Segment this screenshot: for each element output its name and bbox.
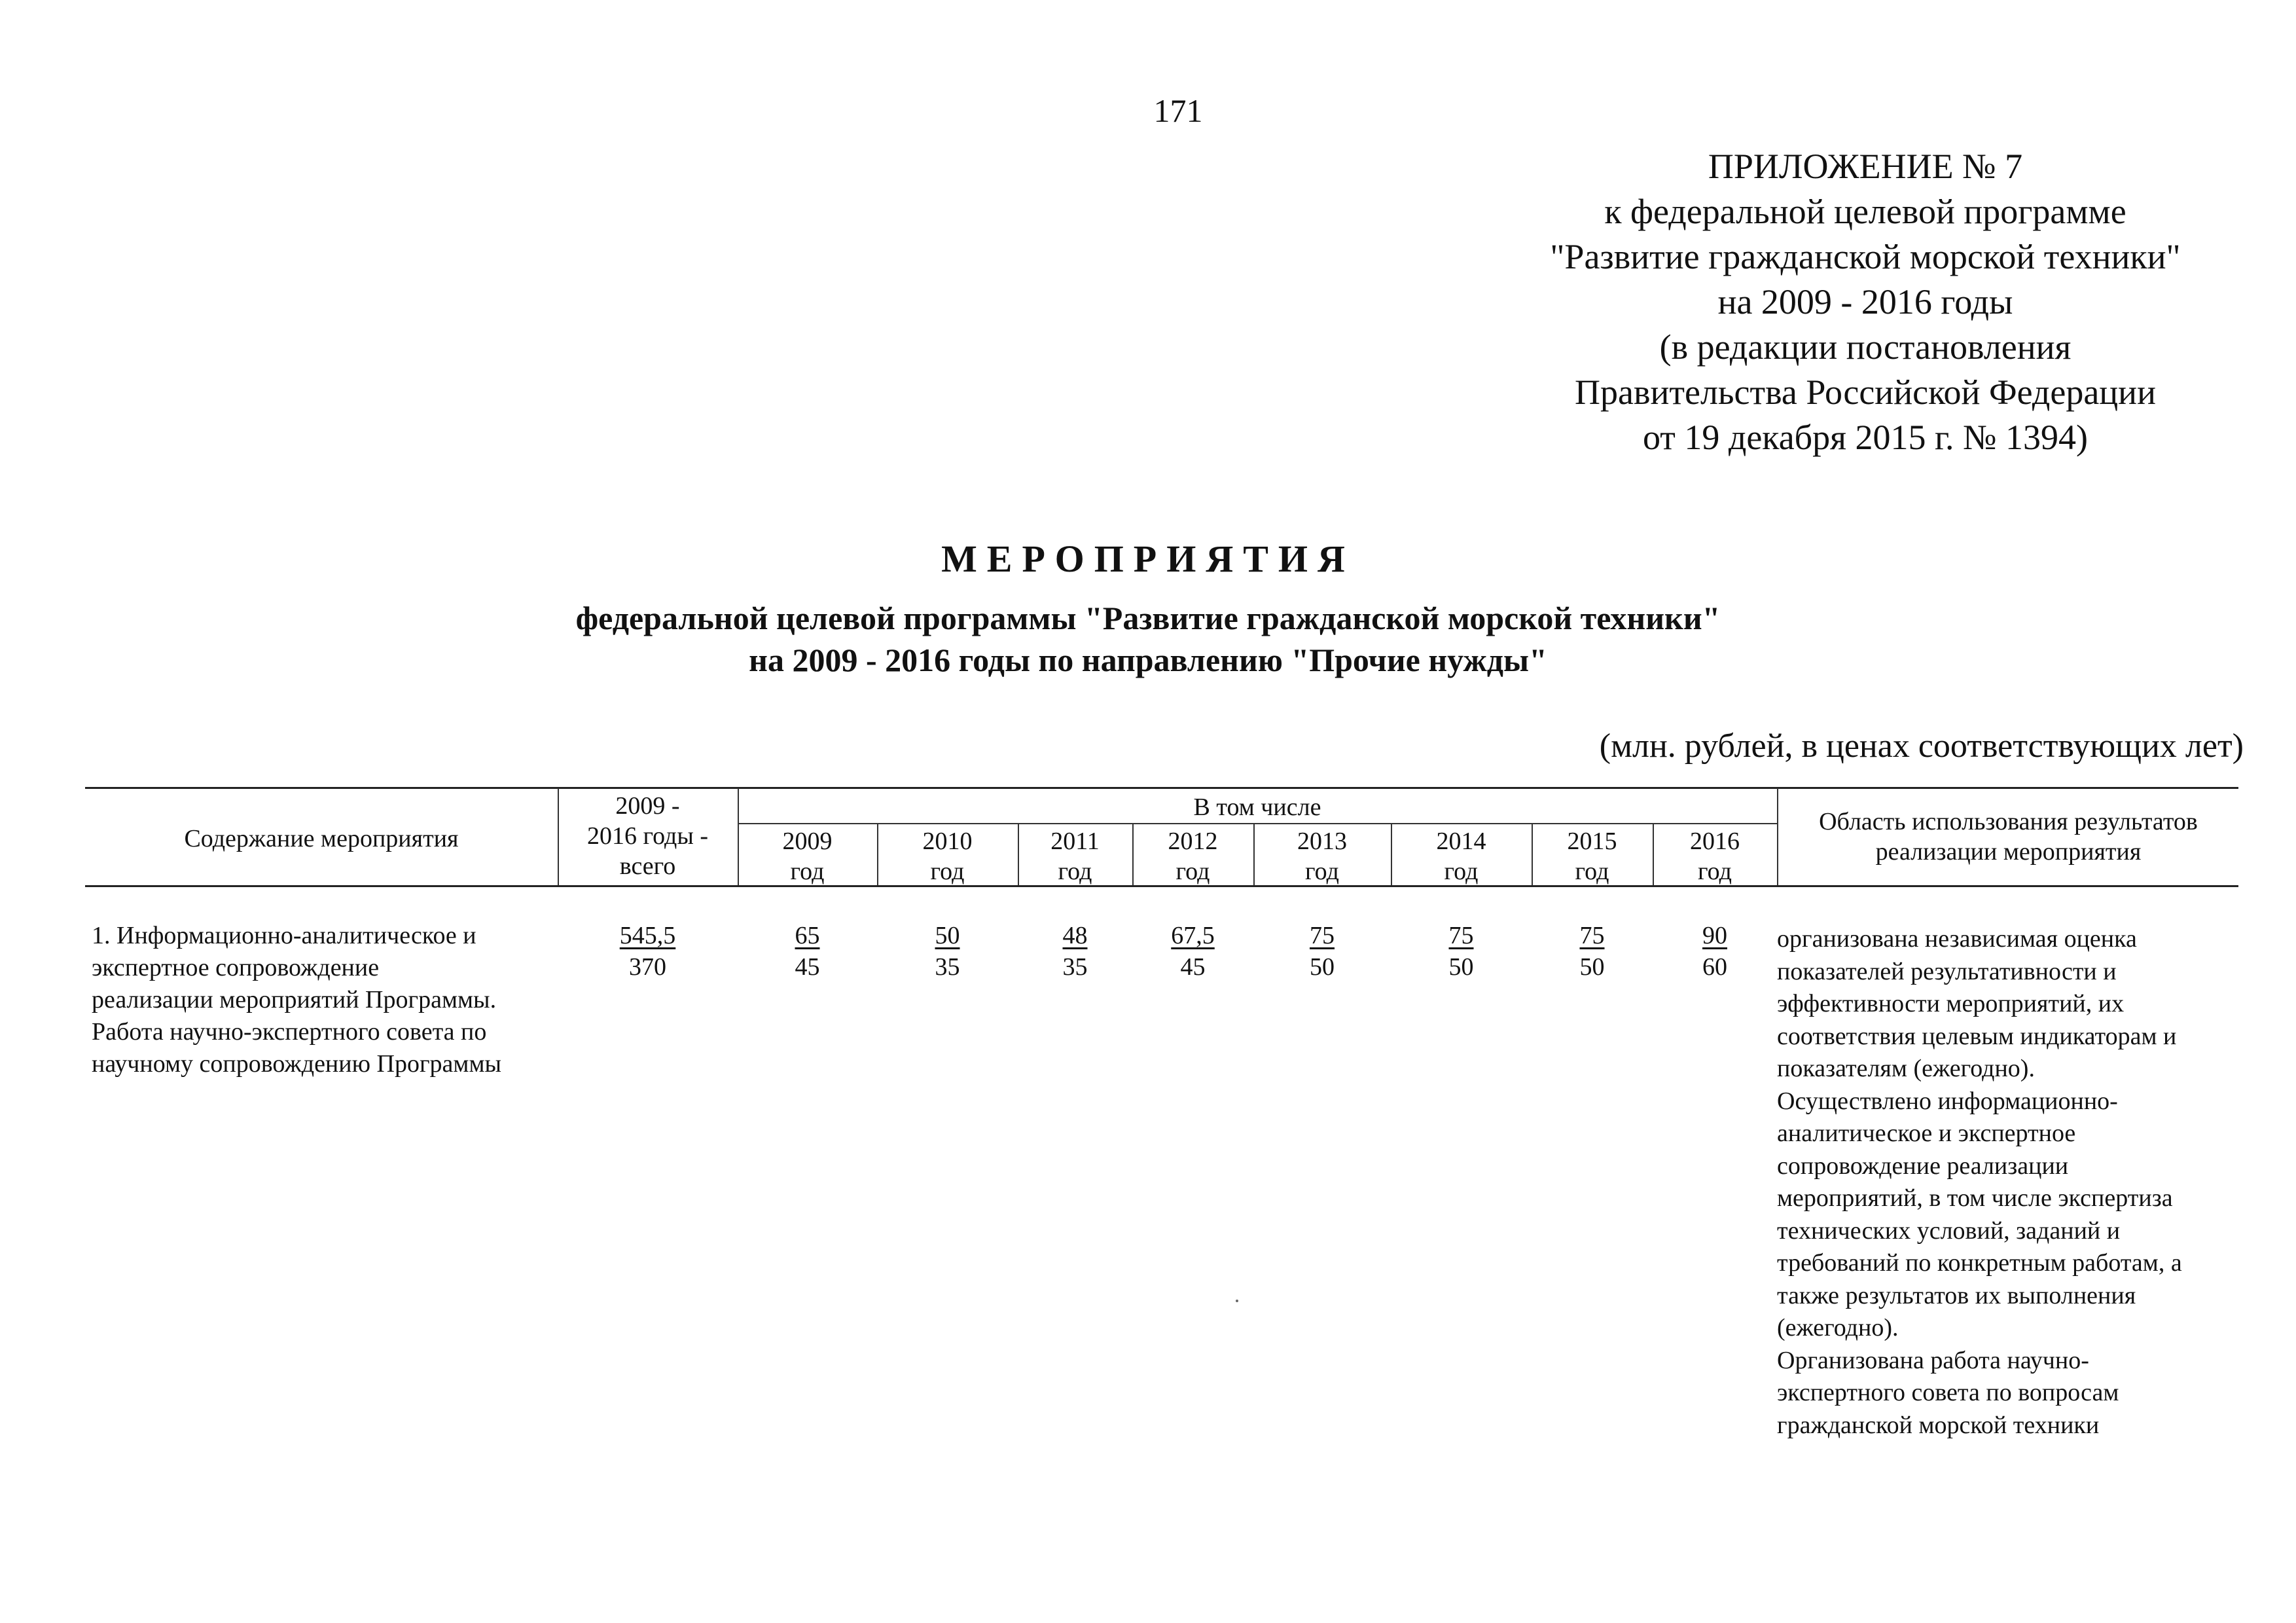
document-title: МЕРОПРИЯТИЯ <box>941 538 1355 580</box>
header-year-unit: год <box>930 858 965 885</box>
units-note: (млн. рублей, в ценах соответствующих лет) <box>1599 727 2244 765</box>
appendix-line: "Развитие гражданской морской техники" <box>1550 237 2181 276</box>
row-description-line: реализации мероприятий Программы. <box>92 986 497 1013</box>
header-year-value: 2013 <box>1297 828 1347 855</box>
row-year-value <box>1018 920 1132 983</box>
area-line: мероприятий, в том числе экспертиза <box>1777 1184 2173 1212</box>
subtitle-line: на 2009 - 2016 годы по направлению "Прочие нужды" <box>749 642 1547 678</box>
header-year-value: 2009 <box>782 828 833 855</box>
area-line: соответствия целевым индикаторам и <box>1777 1022 2177 1050</box>
year-value: 90 <box>1702 922 1727 949</box>
header-total-line: всего <box>619 852 676 880</box>
area-line: организована независимая оценка <box>1777 925 2137 953</box>
header-year <box>1391 826 1532 886</box>
appendix-line: Правительства Российской Федерации <box>1575 373 2156 412</box>
document-subtitle <box>0 597 2296 681</box>
area-line: эффективности мероприятий, их <box>1777 990 2125 1017</box>
area-line: также результатов их выполнения <box>1777 1281 2136 1309</box>
header-total-line: 2009 - <box>615 792 680 820</box>
header-year-value: 2014 <box>1436 828 1486 855</box>
row-total <box>558 920 738 983</box>
header-in-that: В том числе <box>1193 793 1321 821</box>
header-area-line: Область использования результатов <box>1819 808 2198 835</box>
total-value-secondary: 370 <box>629 953 666 981</box>
year-value-secondary: 50 <box>1579 953 1605 981</box>
header-year <box>1018 826 1132 886</box>
header-year-unit: год <box>1175 858 1210 885</box>
table-top-rule <box>85 787 2238 789</box>
header-year-unit: год <box>1305 858 1339 885</box>
header-year <box>738 826 877 886</box>
row-year-value <box>1532 920 1653 983</box>
area-line: требований по конкретным работам, а <box>1777 1249 2182 1277</box>
row-year-value <box>738 920 877 983</box>
appendix-line: ПРИЛОЖЕНИЕ № 7 <box>1708 147 2023 186</box>
header-total <box>558 791 738 881</box>
area-line: гражданской морской техники <box>1777 1411 2100 1439</box>
year-value-secondary: 35 <box>935 953 960 981</box>
header-year-unit: год <box>1444 858 1479 885</box>
area-line: показателей результативности и <box>1777 957 2117 985</box>
header-year-value: 2016 <box>1690 828 1740 855</box>
row-description-line: Работа научно-экспертного совета по <box>92 1018 487 1046</box>
row-year-value <box>877 920 1018 983</box>
row-results-area <box>1777 923 2242 1442</box>
header-year <box>877 826 1018 886</box>
year-value: 75 <box>1310 922 1335 949</box>
header-year <box>1653 826 1777 886</box>
row-year-value <box>1132 920 1253 983</box>
appendix-line: на 2009 - 2016 годы <box>1717 282 2013 321</box>
area-line: технических условий, заданий и <box>1777 1216 2121 1245</box>
year-value-secondary: 50 <box>1310 953 1335 981</box>
area-line: аналитическое и экспертное <box>1777 1120 2076 1147</box>
appendix-header <box>1492 144 2238 460</box>
appendix-line: (в редакции постановления <box>1659 327 2072 367</box>
header-year-unit: год <box>1058 858 1092 885</box>
area-line: экспертного совета по вопросам <box>1777 1379 2119 1406</box>
appendix-line: к федеральной целевой программе <box>1604 192 2126 231</box>
row-description-line: экспертное сопровождение <box>92 954 380 981</box>
row-description-line: 1. Информационно-аналитическое и <box>92 922 476 949</box>
total-value: 545,5 <box>619 922 676 949</box>
appendix-line: от 19 декабря 2015 г. № 1394) <box>1642 418 2089 457</box>
year-value: 75 <box>1579 922 1605 949</box>
header-content: Содержание мероприятия <box>184 825 459 852</box>
header-year-unit: год <box>1698 858 1732 885</box>
header-area-line: реализации мероприятия <box>1875 838 2142 866</box>
header-year-unit: год <box>790 858 825 885</box>
header-total-line: 2016 годы - <box>586 822 709 850</box>
year-value-secondary: 50 <box>1448 953 1474 981</box>
page-number: 171 <box>1153 92 1203 129</box>
year-value: 67,5 <box>1171 922 1215 949</box>
header-year-value: 2011 <box>1050 828 1100 855</box>
subtitle-line: федеральной целевой программы "Развитие гражданской морской техники" <box>575 600 1721 636</box>
row-year-value <box>1253 920 1391 983</box>
header-year-unit: год <box>1575 858 1609 885</box>
area-line: сопровождение реализации <box>1777 1152 2069 1180</box>
area-line: (ежегодно). <box>1777 1314 1899 1341</box>
header-area <box>1778 807 2238 867</box>
header-year <box>1532 826 1653 886</box>
row-description-line: научному сопровождению Программы <box>92 1050 502 1078</box>
year-value: 48 <box>1062 922 1088 949</box>
row-description <box>92 920 556 1080</box>
year-value-secondary: 45 <box>795 953 820 981</box>
year-value: 65 <box>795 922 820 949</box>
year-value-secondary: 35 <box>1062 953 1088 981</box>
scan-speck <box>1236 1300 1238 1302</box>
year-value: 75 <box>1448 922 1474 949</box>
row-year-value <box>1653 920 1777 983</box>
header-year-value: 2015 <box>1567 828 1617 855</box>
area-line: Организована работа научно- <box>1777 1346 2089 1374</box>
header-year <box>1253 826 1391 886</box>
year-value-secondary: 60 <box>1702 953 1727 981</box>
subheader-rule <box>738 823 1777 824</box>
year-value-secondary: 45 <box>1180 953 1206 981</box>
area-line: Осуществлено информационно- <box>1777 1087 2118 1115</box>
header-year <box>1132 826 1253 886</box>
row-year-value <box>1391 920 1532 983</box>
year-value: 50 <box>935 922 960 949</box>
area-line: показателям (ежегодно). <box>1777 1055 2035 1082</box>
header-year-value: 2010 <box>922 828 973 855</box>
header-year-value: 2012 <box>1168 828 1218 855</box>
